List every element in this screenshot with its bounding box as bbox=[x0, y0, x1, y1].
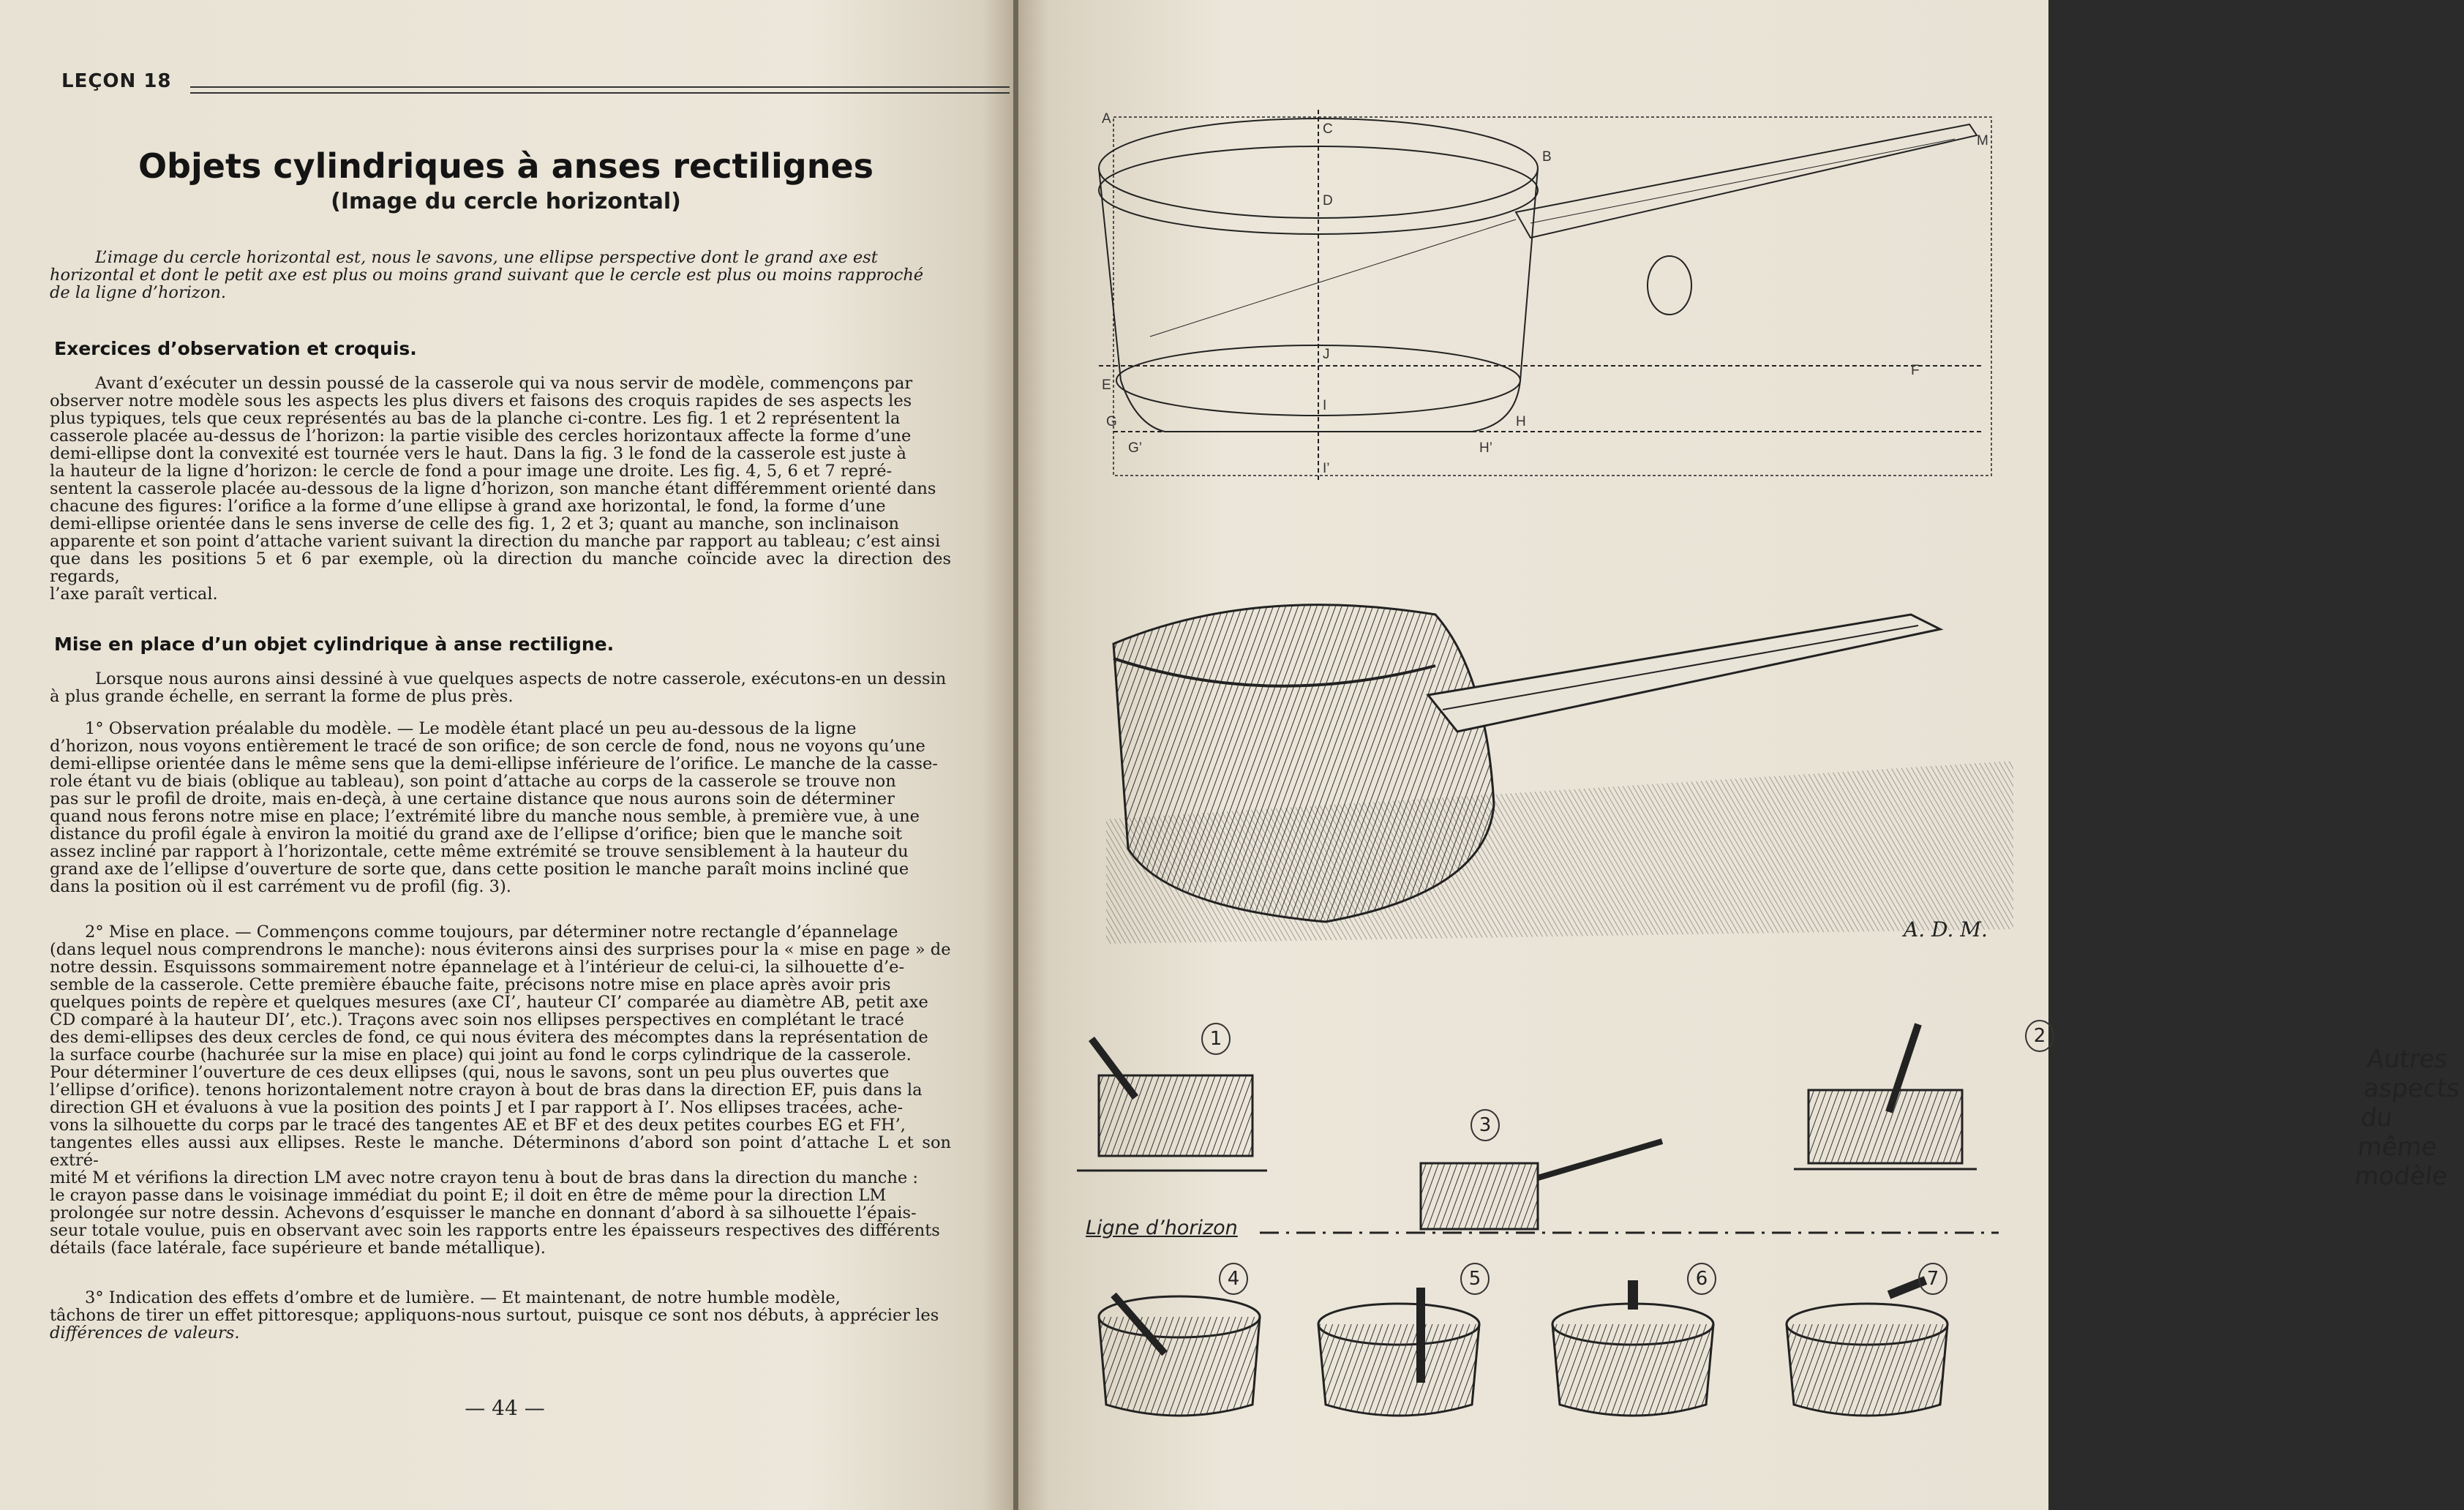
text-line: direction GH et évaluons à vue la position des points J et I par rapport à I’. Nos ellipses tracées, ache- bbox=[50, 1098, 904, 1117]
artist-signature: A. D. M. bbox=[1904, 917, 1988, 942]
figure-3-handle bbox=[1538, 1141, 1662, 1178]
text-line: prolongée sur notre dessin. Achevons d’esquisser le manche en donnant d’abord à sa silhouette l’épais- bbox=[50, 1203, 917, 1222]
text-line: l’ellipse d’orifice). tenons horizontalement notre crayon à bout de bras dans la direction EF, puis dans la bbox=[50, 1081, 923, 1100]
text-line: à plus grande échelle, en serrant la forme de plus près. bbox=[50, 687, 514, 706]
book-gutter bbox=[1013, 0, 1018, 1510]
text-line: l’axe paraît vertical. bbox=[50, 585, 218, 604]
figure-6-body bbox=[1552, 1324, 1713, 1416]
intro-line: de la ligne d’horizon. bbox=[50, 283, 226, 302]
text-line: casserole placée au-dessus de l’horizon: la partie visible des cercles horizontaux affecte la forme d’une bbox=[50, 427, 912, 446]
paragraph-observation bbox=[50, 375, 951, 603]
letter-f: F bbox=[1911, 363, 1920, 378]
text-line: observer notre modèle sous les aspects les plus divers et faisons des croquis rapides de ses aspects les bbox=[50, 391, 912, 410]
figure-5-body bbox=[1318, 1324, 1479, 1416]
paragraph-mise-en-place bbox=[50, 923, 951, 1257]
text-line: le crayon passe dans le voisinage immédiat du point E; il doit en être de même pour la direction LM bbox=[50, 1186, 887, 1205]
text-line: pas sur le profil de droite, mais en-deçà, à une certaine distance que nous aurons soin de déterminer bbox=[50, 789, 895, 808]
figure-number-4: 4 bbox=[1219, 1263, 1248, 1295]
intro-line: horizontal et dont le petit axe est plus ou moins grand suivant que le cercle est plus ou moins rapproché bbox=[50, 266, 924, 285]
paragraph-observation-prealable bbox=[50, 720, 951, 895]
figures-caption: Autres aspects du même modèle bbox=[2353, 1045, 2462, 1191]
text-line: 1° Observation préalable du modèle. — Le modèle étant placé un peu au-dessous de la ligne bbox=[85, 719, 857, 738]
section-heading-exercices: Exercices d’observation et croquis. bbox=[54, 338, 417, 359]
text-line: semble de la casserole. Cette première ébauche faite, précisons notre mise en place après avoir pris bbox=[50, 975, 891, 994]
letter-e: E bbox=[1102, 378, 1111, 393]
figure-1-saucepan bbox=[1099, 1075, 1252, 1156]
letter-g: G bbox=[1106, 414, 1117, 429]
letter-d: D bbox=[1323, 193, 1333, 209]
text-line: 3° Indication des effets d’ombre et de lumière. — Et maintenant, de notre humble modèle, bbox=[85, 1288, 841, 1307]
figure-number-5: 5 bbox=[1460, 1263, 1490, 1295]
text-line: tangentes elles aussi aux ellipses. Reste le manche. Déterminons d’abord son point d’attache L et son extré- bbox=[50, 1133, 951, 1170]
text-line: d’horizon, nous voyons entièrement le tracé de son orifice; de son cercle de fond, nous ne voyons qu’une bbox=[50, 737, 925, 756]
figure-4-body bbox=[1099, 1317, 1260, 1416]
lesson-label: LEÇON 18 bbox=[61, 70, 172, 92]
text-line: grand axe de l’ellipse d’ouverture de sorte que, dans cette position le manche paraît moins incliné que bbox=[50, 860, 909, 879]
text-line: détails (face latérale, face supérieure et bande métallique). bbox=[50, 1239, 546, 1258]
letter-i: I bbox=[1323, 398, 1327, 413]
text-line: que dans les positions 5 et 6 par exemple, où la direction du manche coïncide avec la direction des regards, bbox=[50, 549, 951, 586]
figure-7-body bbox=[1787, 1324, 1947, 1416]
letter-m: M bbox=[1977, 133, 1988, 149]
text-line: seur totale voulue, puis en observant avec soin les rapports entre les épaisseurs respectives des différents bbox=[50, 1221, 940, 1240]
letter-i-prime: I’ bbox=[1323, 461, 1330, 476]
text-line: assez incliné par rapport à l’horizontale, cette même extrémité se trouve sensiblement à la hauteur du bbox=[50, 842, 909, 861]
text-line: des demi-ellipses des deux cercles de fond, ce qui nous évitera des mécomptes dans la représentation de bbox=[50, 1028, 928, 1047]
text-line: apparente et son point d’attache varient suivant la direction du manche par rapport au tableau; c’est ainsi bbox=[50, 532, 941, 551]
text-line: (dans lequel nous comprendrons le manche): nous éviterons ainsi des surprises pour la « mise en page » de bbox=[50, 940, 951, 959]
text-line: différences de valeurs. bbox=[50, 1323, 240, 1342]
text-line: Lorsque nous aurons ainsi dessiné à vue quelques aspects de notre casserole, exécutons-en un dessin bbox=[95, 669, 947, 688]
page-number: — 44 — bbox=[465, 1396, 545, 1420]
paragraph-ombre-lumiere bbox=[50, 1289, 951, 1342]
handle-outline bbox=[1516, 124, 1977, 238]
text-line: distance du profil égale à environ la moitié du grand axe de l’ellipse d’orifice; bien que le manche soit bbox=[50, 825, 903, 844]
figure-2-saucepan bbox=[1808, 1090, 1962, 1163]
right-page bbox=[1018, 0, 2462, 1510]
text-line: la surface courbe (hachurée sur la mise en place) qui joint au fond le corps cylindrique de la casserole. bbox=[50, 1045, 912, 1064]
text-line: chacune des figures: l’orifice a la forme d’une ellipse à grand axe horizontal, le fond, la forme d’une bbox=[50, 497, 886, 516]
page-title: Objets cylindriques à anses rectilignes bbox=[138, 146, 874, 186]
figure-number-2: 2 bbox=[2025, 1020, 2054, 1052]
construction-diagram bbox=[1102, 102, 2013, 497]
bounding-rectangle bbox=[1113, 117, 1991, 476]
section-heading-mise-en-place: Mise en place d’un objet cylindrique à anse rectiligne. bbox=[54, 634, 615, 655]
text-line: demi-ellipse orientée dans le sens inverse de celle des fig. 1, 2 et 3; quant au manche, son inclinaison bbox=[50, 514, 900, 533]
handle-band bbox=[1530, 139, 1955, 223]
handle-hole bbox=[1648, 256, 1691, 315]
text-line: vons la silhouette du corps par le tracé des tangentes AE et BF et des deux petites courbes EG et FH’, bbox=[50, 1116, 906, 1135]
text-line: demi-ellipse orientée dans le même sens que la demi-ellipse inférieure de l’orifice. Le manche de la casse- bbox=[50, 754, 938, 773]
handle-detail bbox=[1443, 626, 1918, 710]
shaded-saucepan-drawing bbox=[1106, 585, 2013, 966]
horizon-line bbox=[1260, 1229, 1999, 1236]
page-subtitle: (Image du cercle horizontal) bbox=[331, 189, 681, 214]
letter-g-prime: G’ bbox=[1128, 440, 1142, 456]
figure-3-saucepan bbox=[1421, 1163, 1538, 1229]
lesson-header bbox=[61, 70, 950, 99]
text-line: Avant d’exécuter un dessin poussé de la casserole qui va nous servir de modèle, commençons par bbox=[95, 374, 913, 393]
letter-j: J bbox=[1323, 347, 1330, 362]
figure-number-6: 6 bbox=[1687, 1263, 1716, 1295]
text-line: la hauteur de la ligne d’horizon: le cercle de fond a pour image une droite. Les fig. 4, 5, 6 et 7 repré- bbox=[50, 462, 893, 481]
saucepan-body bbox=[1113, 605, 1494, 922]
text-line: plus typiques, tels que ceux représentés au bas de la planche ci-contre. Les fig. 1 et 2 représentent la bbox=[50, 409, 901, 428]
letter-a: A bbox=[1102, 111, 1111, 127]
text-line: sentent la casserole placée au-dessous de la ligne d’horizon, son manche étant différemment orienté dans bbox=[50, 479, 936, 498]
letter-h: H bbox=[1516, 414, 1526, 429]
figure-number-1: 1 bbox=[1201, 1023, 1231, 1055]
text-line: role étant vu de biais (oblique au tableau), son point d’attache au corps de la casserole se trouve non bbox=[50, 772, 896, 791]
text-line: dans la position où il est carrément vu de profil (fig. 3). bbox=[50, 877, 511, 896]
figure-number-7: 7 bbox=[1918, 1263, 1947, 1295]
text-line: CD comparé à la hauteur DI’, etc.). Traçons avec soin nos ellipses perspectives en complétant le tracé bbox=[50, 1010, 904, 1029]
diagonal-guide bbox=[1150, 219, 1516, 337]
intro-line: L’image du cercle horizontal est, nous le savons, une ellipse perspective dont le grand axe est bbox=[95, 248, 878, 267]
saucepan-handle bbox=[1428, 615, 1940, 732]
letter-h-prime: H’ bbox=[1479, 440, 1492, 456]
text-line: Pour déterminer l’ouverture de ces deux ellipses (qui, nous le savons, sont un peu plus ouvertes que bbox=[50, 1063, 890, 1082]
figure-number-3: 3 bbox=[1470, 1109, 1500, 1141]
text-line: notre dessin. Esquissons sommairement notre épannelage et à l’intérieur de celui-ci, la silhouette d’e- bbox=[50, 958, 905, 977]
letter-c: C bbox=[1323, 121, 1333, 137]
horizon-label: Ligne d’horizon bbox=[1086, 1217, 1238, 1239]
paragraph-intro-mise-en-place bbox=[50, 670, 951, 705]
text-line: demi-ellipse dont la convexité est tournée vers le haut. Dans la fig. 3 le fond de la casserole est juste à bbox=[50, 444, 906, 463]
small-figures-bottom-row bbox=[1077, 1273, 1999, 1456]
text-line: tâchons de tirer un effet pittoresque; appliquons-nous surtout, puisque ce sont nos débuts, à apprécier les bbox=[50, 1306, 939, 1325]
intro-paragraph bbox=[50, 249, 951, 301]
left-page bbox=[0, 0, 1013, 1510]
letter-b: B bbox=[1542, 149, 1552, 165]
header-rule bbox=[190, 86, 1010, 94]
text-line: quand nous ferons notre mise en place; l’extrémité libre du manche nous semble, à première vue, à une bbox=[50, 807, 920, 826]
text-line: 2° Mise en place. — Commençons comme toujours, par déterminer notre rectangle d’épannelage bbox=[85, 923, 898, 942]
text-line: quelques points de repère et quelques mesures (axe CI’, hauteur CI’ comparée au diamètre AB, petit axe bbox=[50, 993, 928, 1012]
text-line: mité M et vérifions la direction LM avec notre crayon tenu à bout de bras dans la direction du manche : bbox=[50, 1168, 918, 1187]
